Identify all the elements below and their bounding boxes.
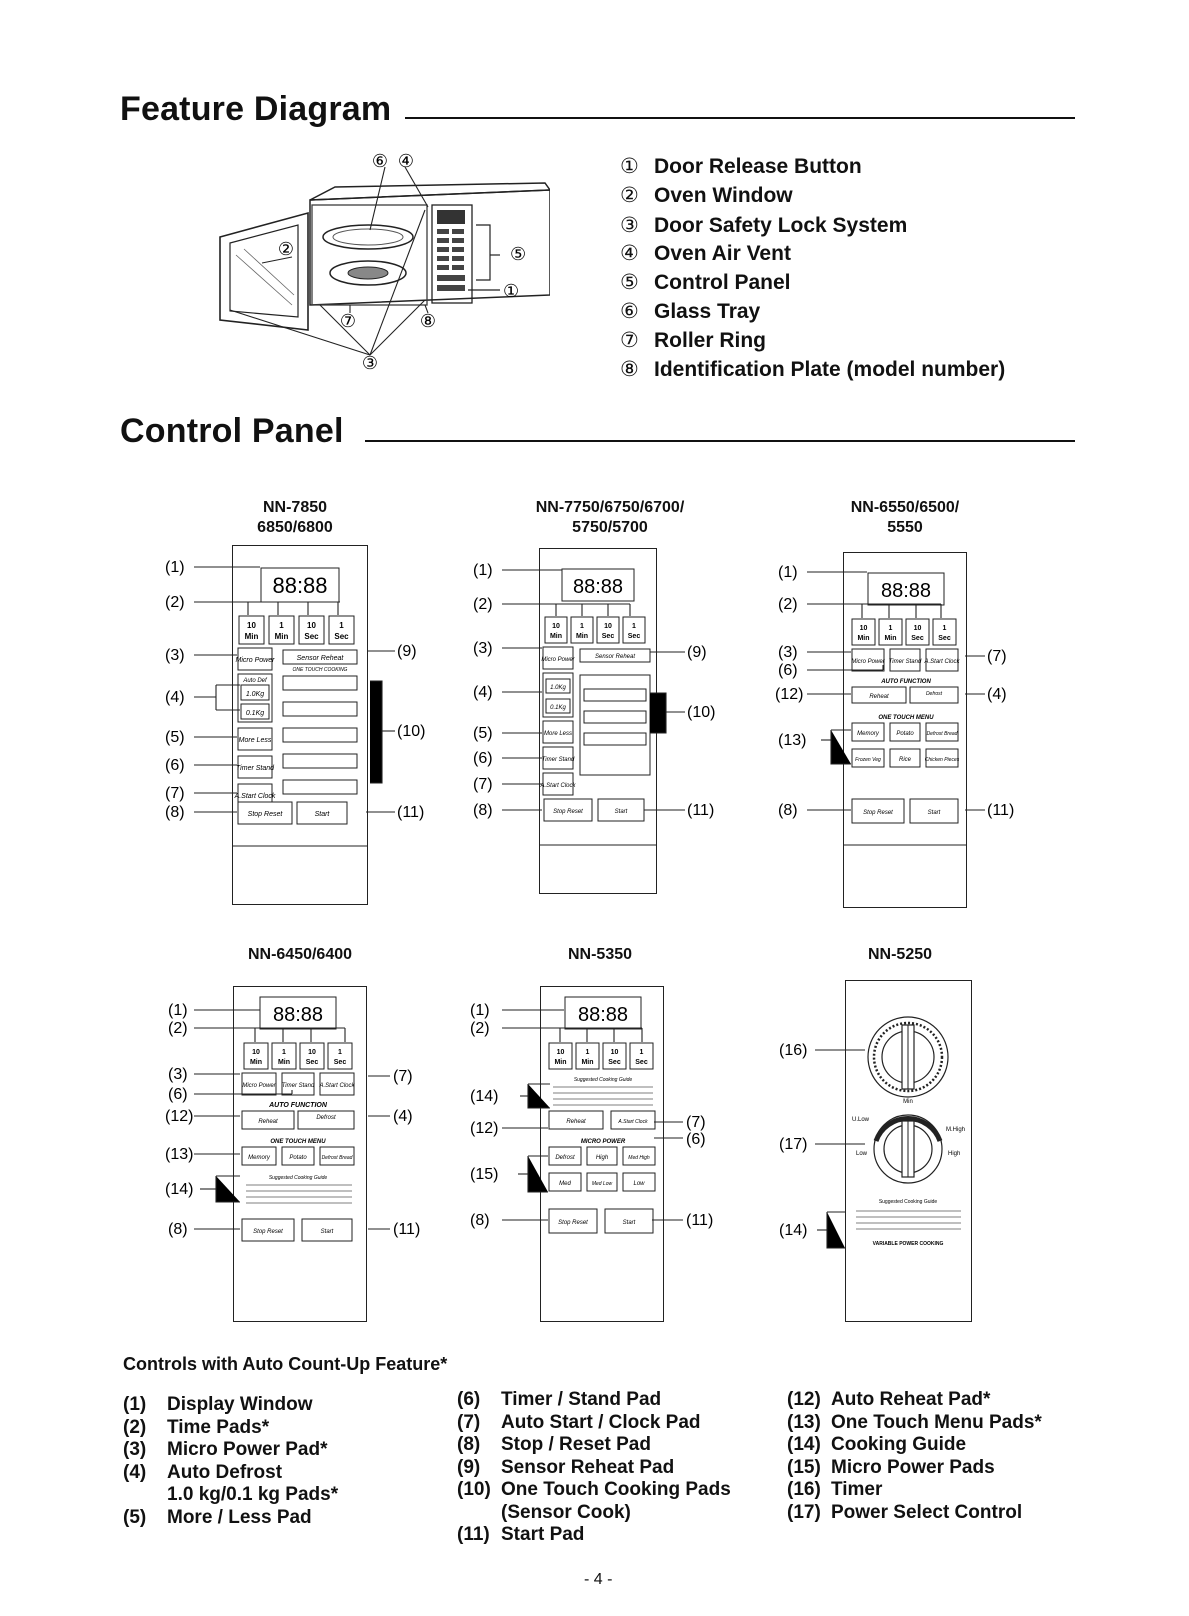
svg-text:U.Low: U.Low: [852, 1117, 870, 1123]
key-item: (16) Timer: [787, 1479, 883, 1500]
svg-text:Sec: Sec: [911, 635, 924, 642]
model-name: NN-5250: [867, 946, 933, 963]
svg-text:1: 1: [282, 1049, 286, 1056]
svg-text:10: 10: [307, 621, 316, 630]
feature-diagram-title: Feature Diagram: [120, 90, 392, 128]
svg-text:MICRO POWER: MICRO POWER: [580, 1139, 626, 1145]
callout-5: ⑤: [510, 244, 527, 264]
svg-text:Potato: Potato: [289, 1155, 307, 1161]
svg-text:Timer Stand: Timer Stand: [235, 765, 275, 772]
svg-text:Timer Stand: Timer Stand: [888, 659, 922, 665]
svg-text:(11): (11): [686, 1212, 714, 1229]
callout-3: ③: [361, 353, 379, 373]
key-item: (8) Stop / Reset Pad: [457, 1434, 651, 1455]
svg-text:(14): (14): [779, 1222, 808, 1239]
display-window: 88:88: [572, 576, 624, 598]
microwave-illustration: [200, 145, 550, 385]
display-window: 88:88: [272, 1004, 324, 1026]
legend-item: ⑥ Glass Tray: [620, 300, 761, 323]
svg-text:Med Low: Med Low: [591, 1181, 613, 1187]
svg-text:Min: Min: [554, 1059, 567, 1066]
svg-text:Reheat: Reheat: [869, 694, 889, 700]
svg-text:High: High: [595, 1155, 609, 1161]
svg-text:Frozen Veg: Frozen Veg: [855, 757, 881, 763]
svg-text:Stop Reset: Stop Reset: [253, 1229, 283, 1235]
legend-item: ④ Oven Air Vent: [620, 242, 791, 265]
power-select-dial[interactable]: [874, 1115, 942, 1183]
key-column-2: [457, 1389, 731, 1547]
svg-text:Stop Reset: Stop Reset: [558, 1220, 588, 1226]
svg-text:(5): (5): [473, 725, 493, 742]
svg-text:Potato: Potato: [896, 731, 914, 737]
key-column-1: [123, 1394, 338, 1529]
svg-text:Sec: Sec: [635, 1059, 648, 1066]
svg-text:Stop Reset: Stop Reset: [247, 811, 283, 818]
svg-text:(7): (7): [393, 1068, 413, 1085]
svg-text:(7): (7): [686, 1114, 706, 1131]
svg-text:(15): (15): [470, 1166, 499, 1183]
svg-text:Med: Med: [559, 1181, 571, 1187]
svg-text:Min: Min: [581, 1059, 594, 1066]
svg-text:(13): (13): [165, 1146, 194, 1163]
svg-text:Min: Min: [549, 633, 563, 640]
svg-text:M.High: M.High: [946, 1127, 966, 1133]
key-item: (13) One Touch Menu Pads*: [787, 1411, 1042, 1433]
svg-text:(16): (16): [779, 1042, 808, 1059]
svg-text:Min: Min: [857, 635, 870, 642]
model-name: NN-7850 6850/6800: [257, 499, 333, 536]
svg-text:A.Start Clock: A.Start Clock: [319, 1083, 355, 1089]
key-item: (17) Power Select Control: [787, 1501, 1023, 1523]
svg-text:ONE TOUCH MENU: ONE TOUCH MENU: [270, 1139, 326, 1145]
svg-text:Defrost Bread: Defrost Bread: [926, 731, 958, 737]
svg-text:(6): (6): [168, 1086, 188, 1103]
svg-text:(7): (7): [165, 785, 185, 802]
svg-text:ONE TOUCH COOKING: ONE TOUCH COOKING: [292, 667, 348, 673]
svg-text:0.1Kg: 0.1Kg: [245, 710, 265, 717]
svg-text:(6): (6): [778, 662, 798, 679]
svg-text:(2): (2): [470, 1020, 490, 1037]
svg-text:(2): (2): [778, 596, 798, 613]
svg-text:Sensor Reheat: Sensor Reheat: [594, 654, 636, 660]
svg-text:(4): (4): [473, 684, 493, 701]
svg-text:(11): (11): [987, 802, 1015, 819]
key-item: (7) Auto Start / Clock Pad: [457, 1411, 701, 1433]
svg-text:(8): (8): [778, 802, 798, 819]
svg-text:10: 10: [247, 621, 256, 630]
svg-text:Timer Stand: Timer Stand: [541, 757, 575, 763]
callout-6: ⑥: [371, 151, 389, 171]
svg-text:(3): (3): [165, 647, 185, 664]
callout-4: ④: [397, 151, 415, 171]
svg-text:Auto Def: Auto Def: [243, 678, 267, 684]
svg-text:(6): (6): [473, 750, 493, 767]
svg-text:Rice: Rice: [898, 757, 912, 763]
svg-text:Defrost: Defrost: [316, 1115, 336, 1121]
svg-text:More Less: More Less: [238, 737, 272, 744]
svg-text:10: 10: [913, 625, 922, 632]
svg-text:Min: Min: [575, 633, 589, 640]
svg-text:(2): (2): [165, 594, 185, 611]
svg-text:Memory: Memory: [857, 731, 879, 737]
svg-text:A.Start Clock: A.Start Clock: [924, 659, 960, 665]
svg-text:1: 1: [339, 621, 344, 630]
svg-text:1: 1: [338, 1049, 342, 1056]
svg-text:Sec: Sec: [305, 1059, 319, 1066]
svg-text:(12): (12): [775, 686, 804, 703]
svg-text:(2): (2): [473, 596, 493, 613]
legend-item: ⑤ Control Panel: [620, 271, 791, 294]
legend-item: ① Door Release Button: [620, 155, 862, 178]
svg-text:Stop Reset: Stop Reset: [553, 809, 583, 815]
svg-text:(9): (9): [397, 643, 417, 660]
svg-text:1: 1: [639, 1049, 644, 1056]
svg-text:Low: Low: [856, 1151, 868, 1157]
svg-text:Min: Min: [249, 1059, 263, 1066]
svg-text:Reheat: Reheat: [566, 1119, 586, 1125]
svg-text:(7): (7): [987, 648, 1007, 665]
legend-item: ⑦ Roller Ring: [620, 329, 767, 352]
svg-text:(4): (4): [393, 1108, 413, 1125]
svg-text:Sec: Sec: [304, 632, 319, 641]
svg-text:(12): (12): [470, 1120, 499, 1137]
svg-text:A.Start Clock: A.Start Clock: [540, 783, 576, 789]
svg-text:1: 1: [888, 625, 893, 632]
svg-text:(1): (1): [470, 1002, 490, 1019]
svg-text:Low: Low: [633, 1181, 645, 1187]
leaders-nn7850: [160, 545, 430, 845]
svg-text:Stop Reset: Stop Reset: [863, 810, 893, 816]
svg-text:Sec: Sec: [608, 1059, 621, 1066]
key-item: (5) More / Less Pad: [123, 1506, 312, 1528]
svg-text:Sec: Sec: [938, 635, 951, 642]
svg-text:1: 1: [942, 625, 947, 632]
display-window: 88:88: [577, 1004, 629, 1026]
svg-text:A.Start Clock: A.Start Clock: [234, 793, 276, 800]
svg-text:Sensor Reheat: Sensor Reheat: [296, 655, 344, 662]
svg-text:A.Start Clock: A.Start Clock: [618, 1119, 648, 1125]
svg-text:Timer Stand: Timer Stand: [281, 1083, 315, 1089]
key-item: (10) One Touch Cooking Pads: [457, 1479, 731, 1500]
svg-text:Defrost: Defrost: [925, 691, 943, 697]
svg-text:10: 10: [604, 623, 612, 630]
svg-text:Micro Power: Micro Power: [541, 657, 575, 663]
key-item: (4) Auto Defrost: [123, 1461, 283, 1483]
svg-text:More Less: More Less: [543, 731, 573, 737]
svg-text:1: 1: [585, 1049, 590, 1056]
svg-text:Sec: Sec: [334, 632, 349, 641]
svg-text:Micro Power: Micro Power: [242, 1083, 276, 1089]
page-number: - 4 -: [584, 1571, 613, 1588]
leaders-nn6450: [160, 986, 430, 1256]
svg-text:(3): (3): [168, 1066, 188, 1083]
svg-text:Micro Power: Micro Power: [851, 659, 885, 665]
key-item: (11) Start Pad: [457, 1524, 585, 1545]
key-item: (15) Micro Power Pads: [787, 1456, 995, 1478]
svg-text:(8): (8): [470, 1212, 490, 1229]
svg-text:1: 1: [632, 623, 636, 630]
svg-text:Start: Start: [622, 1220, 636, 1226]
svg-text:(1): (1): [165, 559, 185, 576]
svg-text:(12): (12): [165, 1108, 194, 1125]
svg-text:(17): (17): [779, 1136, 808, 1153]
svg-text:(8): (8): [165, 804, 185, 821]
svg-text:(11): (11): [397, 804, 425, 821]
timer-dial[interactable]: [868, 1017, 948, 1097]
svg-text:(2): (2): [168, 1020, 188, 1037]
svg-text:0.1Kg: 0.1Kg: [550, 705, 566, 711]
svg-text:(13): (13): [778, 732, 807, 749]
callout-8: ⑧: [419, 311, 437, 331]
model-name: NN-5350: [567, 946, 633, 963]
svg-text:(8): (8): [168, 1221, 188, 1238]
svg-text:(14): (14): [470, 1088, 499, 1105]
svg-text:Suggested Cooking Guide: Suggested Cooking Guide: [573, 1077, 633, 1083]
svg-text:AUTO FUNCTION: AUTO FUNCTION: [269, 1102, 327, 1109]
callout-2: ②: [277, 239, 295, 259]
key-item: (2) Time Pads*: [123, 1416, 270, 1438]
svg-text:(10): (10): [397, 723, 426, 740]
svg-text:10: 10: [610, 1049, 619, 1056]
svg-text:(4): (4): [987, 686, 1007, 703]
svg-text:ONE TOUCH MENU: ONE TOUCH MENU: [878, 715, 934, 721]
key-item: 1.0 kg/0.1 kg Pads*: [167, 1484, 339, 1505]
svg-text:1.0Kg: 1.0Kg: [550, 685, 566, 691]
svg-text:Defrost Bread: Defrost Bread: [321, 1155, 353, 1161]
svg-text:Sec: Sec: [627, 633, 641, 640]
svg-text:Start: Start: [320, 1229, 334, 1235]
svg-text:(3): (3): [473, 640, 493, 657]
svg-text:High: High: [948, 1151, 961, 1157]
svg-text:1: 1: [279, 621, 284, 630]
svg-text:Defrost: Defrost: [555, 1155, 575, 1161]
svg-text:Med High: Med High: [628, 1155, 650, 1161]
svg-text:(5): (5): [165, 729, 185, 746]
model-name: NN-7750/6750/6700/ 5750/5700: [535, 499, 685, 536]
svg-text:Min: Min: [277, 1059, 291, 1066]
svg-text:Memory: Memory: [248, 1155, 270, 1161]
svg-text:Sec: Sec: [333, 1059, 347, 1066]
svg-text:Min: Min: [884, 635, 897, 642]
svg-text:Sec: Sec: [601, 633, 615, 640]
svg-text:Micro Power: Micro Power: [235, 657, 275, 664]
svg-text:VARIABLE POWER COOKING: VARIABLE POWER COOKING: [872, 1241, 944, 1247]
svg-text:(6): (6): [686, 1131, 706, 1148]
svg-text:Suggested Cooking Guide: Suggested Cooking Guide: [878, 1199, 938, 1205]
display-window: 88:88: [880, 580, 932, 602]
svg-text:AUTO FUNCTION: AUTO FUNCTION: [881, 679, 931, 685]
svg-text:(11): (11): [393, 1221, 421, 1238]
leaders-nn5250: [775, 980, 865, 1280]
svg-text:10: 10: [252, 1049, 260, 1056]
svg-text:Chicken Pieces: Chicken Pieces: [924, 757, 960, 763]
svg-text:1: 1: [580, 623, 584, 630]
svg-text:10: 10: [859, 625, 868, 632]
callout-7: ⑦: [339, 311, 357, 331]
control-panel-title: Control Panel: [120, 412, 344, 450]
svg-text:1.0Kg: 1.0Kg: [245, 691, 265, 698]
svg-text:(10): (10): [687, 704, 716, 721]
controls-heading: Controls with Auto Count-Up Feature*: [123, 1354, 448, 1374]
legend-item: ③ Door Safety Lock System: [620, 214, 908, 237]
leaders-nn6550: [775, 552, 1035, 852]
key-item: (1) Display Window: [123, 1394, 313, 1415]
key-item: (3) Micro Power Pad*: [123, 1439, 328, 1460]
svg-text:Suggested Cooking Guide: Suggested Cooking Guide: [268, 1175, 328, 1181]
svg-text:(3): (3): [778, 644, 798, 661]
svg-text:(6): (6): [165, 757, 185, 774]
svg-text:(11): (11): [687, 802, 715, 819]
title-rule: [405, 117, 1075, 119]
legend-item: ② Oven Window: [620, 184, 793, 207]
svg-text:Min: Min: [274, 632, 289, 641]
svg-text:Start: Start: [314, 811, 330, 818]
key-item: (12) Auto Reheat Pad*: [787, 1389, 991, 1410]
callout-1: ①: [503, 281, 520, 301]
key-item: (9) Sensor Reheat Pad: [457, 1456, 675, 1478]
model-name: NN-6450/6400: [247, 946, 353, 963]
svg-text:10: 10: [556, 1049, 565, 1056]
legend-item: ⑧ Identification Plate (model number): [620, 358, 1006, 381]
svg-text:Min: Min: [903, 1099, 913, 1105]
svg-text:Min: Min: [244, 632, 259, 641]
svg-text:(1): (1): [473, 562, 493, 579]
svg-text:(8): (8): [473, 802, 493, 819]
leaders-nn7750: [470, 548, 740, 848]
svg-text:10: 10: [552, 623, 560, 630]
key-item: (6) Timer / Stand Pad: [457, 1389, 662, 1410]
title-rule: [365, 440, 1075, 442]
svg-text:10: 10: [308, 1049, 316, 1056]
display-window: 88:88: [272, 573, 328, 598]
model-name: NN-6550/6500/ 5550: [850, 499, 960, 536]
svg-text:(1): (1): [778, 564, 798, 581]
svg-text:(14): (14): [165, 1181, 194, 1198]
svg-text:(1): (1): [168, 1002, 188, 1019]
svg-text:Start: Start: [927, 810, 941, 816]
key-item: (Sensor Cook): [501, 1501, 631, 1523]
svg-text:Start: Start: [614, 809, 628, 815]
svg-text:Reheat: Reheat: [258, 1119, 278, 1125]
svg-text:(7): (7): [473, 776, 493, 793]
key-column-3: [787, 1389, 1042, 1524]
svg-text:(9): (9): [687, 644, 707, 661]
key-item: (14) Cooking Guide: [787, 1434, 967, 1455]
leaders-nn5350: [470, 986, 740, 1256]
svg-text:(4): (4): [165, 689, 185, 706]
